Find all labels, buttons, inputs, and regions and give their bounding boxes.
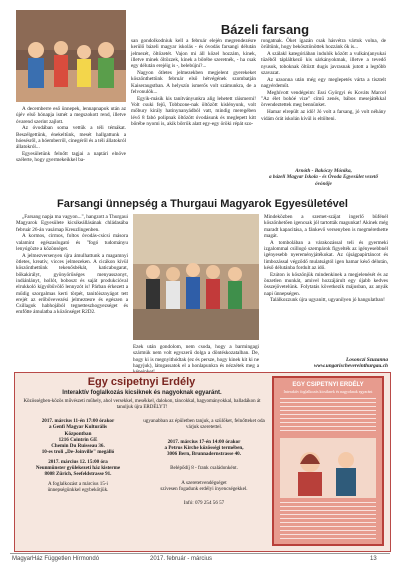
footer-publication: MagyarHáz Független Hírmondó [12,556,100,562]
ad-block [142,480,266,493]
poster-footer-text [280,502,376,542]
ad-block-heading: 2017. március 12. 15:00 óra [48,458,108,465]
article1-column-2 [131,38,256,128]
article2-title: Farsangi ünnepség a Thurgaui Magyarok Egyesületével [57,198,348,210]
article2-column-3 [264,214,388,304]
paragraph: A kormos, cirmos, foltos óvodás-csicsi másora valamint egészaslugató és "fogó tudományu lenyúgözte a közönséget. [16,233,128,252]
page-number: 13 [370,556,377,562]
ad-line: Infó: 079 254 56 57 [183,500,225,507]
paragraph: Ezúton is köszönjük mindenkinek a megjelenését és az önzetlen munkát, amivel hozzájárult egy újabb kedves összejövetelünk. Folytatás következik májusban, az anyák napi ünnepségen. [264,271,388,297]
ad-line: A foglalkozást a március 15-i [48,480,108,487]
ad-column-1 [18,418,138,493]
signature-name: Losonczi Szuzanna [346,357,388,363]
paragraph: Az uzsonna után még egy meglepetés várta a tisztelt nagyérdeműt. [261,76,386,90]
footer-rule [10,553,390,554]
ad-line: 1216 Cointrin GE [58,436,98,443]
paragraph: „Farsang napja ma vagyon...", hangzott a Thurgaui Magyarok Egyesülete kicsikeállásának chládasába február 26-án vasárnap Kreuzlingenben. [16,214,128,233]
signature-name: Arnóth - Bakóczy Mónika, [295,168,352,174]
ad-line: A szeretetvendégséget [181,479,227,486]
ad-line: Központban [64,430,92,437]
paragraph: Az óvodában soma vettük a téli témákat. Beszélgettünk, énekeltünk, mesét hallgattunk a hóesésről, a hóemberről, cinegéről és a téli állatokról állatokról... [16,125,126,151]
poster-illustration [280,438,376,498]
poster-subtitle: Interaktív foglalkozás kicsiknek és nagyoknak egyaránt [283,389,373,394]
ad-block [142,465,266,471]
article1-title: Bázeli farsang [220,22,310,37]
article1-signature [261,168,386,187]
ad-line: a Genfi Magyar Kulturális [48,424,108,431]
ad-block [142,500,266,506]
ad-line: Chemin Du Ruisseau 36. [51,443,105,450]
ad-block-heading: 2017. március 17-én 14:00 órakor [167,438,241,445]
paragraph: Ezek után gondolom, nem csoda, hogy a barmingagi szármúk nem volt egyszerű dolga a döntéskozatalban. De, hogy ki is megnyithódtak (ez és persze, hogy kinek kit ki ne hagyjuk), látogassatok el a honlapunkra és nézzétek meg a [133,344,259,369]
poster-title: EGY CSIPETNYI ERDÉLY [292,382,364,388]
ad-block [142,418,266,431]
ad-block [18,481,138,494]
carnival-photo-2 [133,214,259,340]
ad-line: 10-es troli „De-Joinville" megálló [41,449,115,456]
ad-line: a Petrus Kirche közösségi termében, [164,444,244,451]
ad-block [18,459,138,478]
ad-line: szívesen fogadunk erdélyi ínyencségekkel. [160,486,248,493]
signature-url: www.ungarischevereinthurgau.ch [314,363,388,370]
article2-signature [264,357,388,370]
ad-poster [272,376,384,546]
ad-line: Belépődíj 8 - frank családonként. [170,465,238,472]
paragraph: A jelmezversenyen újra ámulhattunk a magamnyi ötletes, kreatív, vicces jelmezeken. A cicákon kívül köszönthettünk tekenősbékát, katicabogarat, bőkakirályt, gyönyörűséges menyasszonyt, indiánlányt, hollót, boboszt és saját produkcióval elrukkoló kígyóbűvölő lennyzót is! Párban érkezett a műdig szorgalmas kerti törpét, tanitóisznyágot tett erejét az erőbővevezési jelmeztesre és egészen a Csillagok habhojából tegnetteszhogyezséget és emfőtte ámulatba a közönséget R2D2. [16,252,128,316]
ad-block [18,418,138,456]
paragraph: Találkozzunk újra ugyanitt, ugyanilyen jó hangulatban! [270,297,385,304]
ad-subtitle: Interaktív foglalkozás kicsiknek és nagyoknak egyaránt. [62,390,222,396]
paragraph: Hamar elrepült az idő! Jó volt a farsang, jó volt néhány vidám órát iskolán kívül is eltölteni. [261,109,386,122]
paragraph: A decemberre eső ünnepek, lennapnapok után az újév első hónapja ismét a megszokott rend, illetve óvarend szerint zajlott. [16,106,126,125]
ad-line: 8008 Zürich, Seefeldstrasse 91. [44,471,112,478]
paragraph: Egyik-másik kis tanítványunkra alig lehetett ráismerni! Volt csuki fejű, Tobbzone-nak öltözött kislényunk, volt mőbury király hatinynanyádból vatt, mindig meregében lévő 8 fabó polipnak öltözött óvodásunk és meglepett kitt bőrébe nyomi is, akik bőrrűk alatt egy-egy öröki répát szo- [131,95,256,127]
ad-block-heading: 2017. március 11-én 17:00 órakor [41,418,115,424]
paragraph: Meghívott vendégeim: Essi Györgyi és Kováts Marcel "Az élet bohóé vize" című zenés, bábos mesejátékkal örvendeztettek meg bennünket. [261,89,386,109]
paragraph: Mindeközben a szemet-szájat ingerlő büfénél köszönhetően igencsak jól tartották magunkat! Akinek még maradt kapacitása, a fánkevő versenyben is megmérethette magát. [264,214,388,239]
article1-column-3 [261,38,386,122]
paragraph: A tombolában a várakozással teli és gyermeki izgalommal csillogó szempárok figyelték az igényesebbnél igényesebb nyereményjátékokat. Az újságpapírtáncot és limbozással végződő mulatságtól igen hamar késő délután, késő délutánba fordult az idő. [264,239,388,271]
ad-line: Neunmünster gyülekezeti ház kisterme [35,465,121,472]
ad-title: Egy csipetnyi Erdély [87,376,196,388]
ad-column-2 [142,418,266,507]
paragraph: Nagyon ötletes jelmezekben megjelent gyerekeket köszönthettünk február első hétvégének szombatján Kaiseraugstban. A helyszín ismerős volt számunkra, de a felvonulók... [131,69,256,95]
article1-column-1 [16,106,126,164]
footer-date: 2017. február - március [150,556,213,562]
ad-block [142,439,266,458]
ad-line: ünnepségünkkel egybekötjük. [47,486,109,493]
paragraph: Egyesületünk felnőtt tagjai a naptári elnöve szélerte, hogy gyermekeikkel ba- [16,151,126,164]
ad-intro: Közösségben-közös művészeti műhely, ahol versekkel, mesékkel, dalokon, táncokkal, hagyományokkal, balladákon át tanuljuk újra ERDÉLYT! [23,399,261,410]
article2-column-1 [16,214,128,316]
paragraph: A szálakl kategóriában indulók között a vulkán(anyukai tüzéből tápláltkező kis sárkányokmak, illetve a tevedő nyusok, toboknak öltöztt dugis javrasnak jutott a legtöbb szavazat. [261,51,386,76]
paragraph: san gondolkodniuk kell a február elején megrendezésre kerülő bázeli magyar iskolás - és óvodás farsangi délután jelmezét, öltözetét. Vajon mi áll közel hozzám, kinek, illetve minek öltözzek, kinek a bőrébe szeretnék, - ha csak egy délután erejéig is -, belebújni?... [131,38,256,70]
ad-line: 3006 Bern, Brunnadernstrasse 40. [166,451,241,458]
signature-role: a bázeli Magyar Iskola - és Óvoda Egyesület vezető óvónője [269,174,378,187]
carnival-photo-1 [16,10,126,102]
ad-line: ugyanabban az épületben tanjuk, a szülőket, felnőtteket oda várjuk szeretettel. [143,418,265,431]
paragraph: rongatnak. Öket igazán csak hásvétra vártuk volna, de örültünk, hogy bekösztönöttek hozzánk ők is... [261,38,386,51]
poster-text-block [280,398,376,434]
